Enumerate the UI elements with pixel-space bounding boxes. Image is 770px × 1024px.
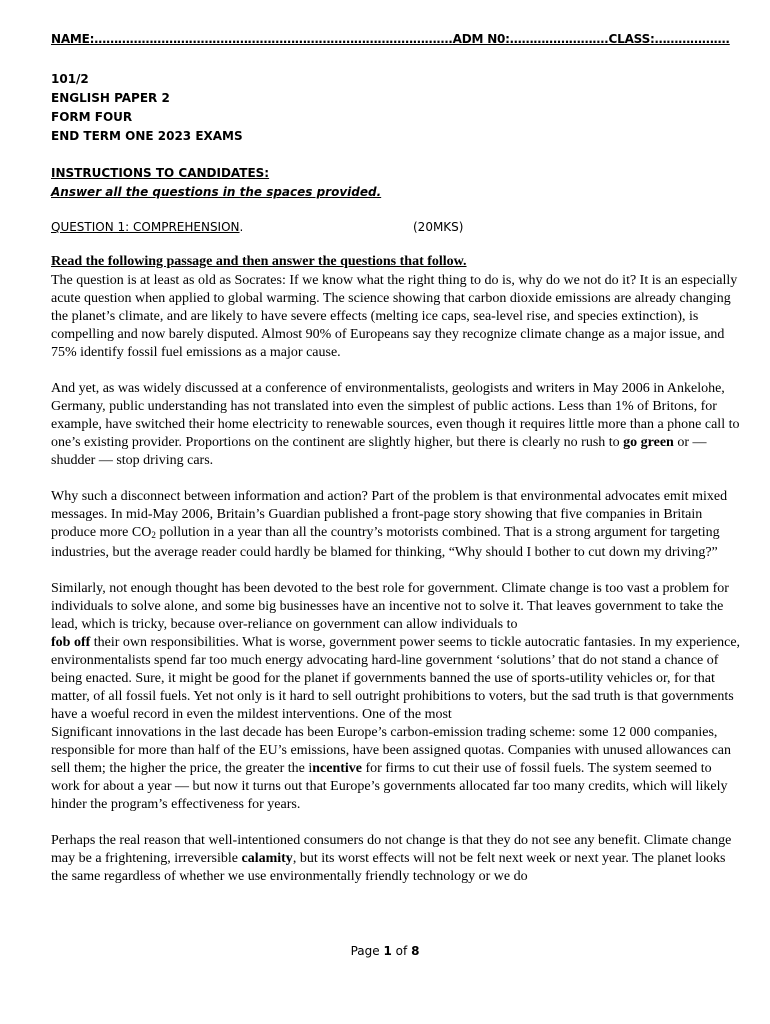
p4-bold-phrase: fob off (51, 635, 91, 650)
question-heading (51, 220, 243, 234)
p5-text-a: Significant innovations in the last decade has been Europe’s carbon-emission trading scheme: some 12 000 companies, responsible for more than half of the EU’s emissions, have been assigned quotas. Companies with unused allowances can sell them; the higher the price, the greater the i (51, 725, 732, 776)
instructions-heading: INSTRUCTIONS TO CANDIDATES: (51, 166, 270, 180)
p3-text-b: pollution in a year than all the country’s motorists combined. That is a strong argument for targeting industries, but the average reader could hardly be blamed for thinking, “Why should I bother to cut down my driving?” (51, 525, 720, 560)
p6-bold-phrase: calamity (241, 851, 293, 866)
passage-paragraph-6 (51, 832, 741, 886)
passage-paragraph-1: The question is at least as old as Socrates: If we know what the right thing to do is, why do we not do it? It is an especially acute question when applied to global warming. The science showing that carbon dioxide emissions are already changing the planet’s climate, and are likely to have severe effects (melting ice caps, sea-level rise, and species extinction), is compelling and now barely disputed. Almost 90% of Europeans say they recognize climate change as a major issue, and 75% identify fossil fuel emissions as a major cause. (51, 273, 738, 360)
p3-subscript: 2 (151, 530, 156, 540)
footer-of-word: of (395, 944, 408, 958)
passage-body (51, 272, 741, 904)
question-marks: (20MKS) (413, 220, 464, 234)
passage-paragraph-5 (51, 724, 741, 814)
p2-bold-phrase: go green (623, 435, 674, 450)
paper-subject: ENGLISH PAPER 2 (51, 91, 170, 105)
paper-info-block (51, 70, 243, 146)
p2-text-b: or — shudder — stop driving cars. (51, 435, 707, 468)
paper-form: FORM FOUR (51, 110, 133, 124)
p2-text-a: And yet, as was widely discussed at a conference of environmentalists, geologists and writers in May 2006 in Ankelohe, Germany, public understanding has not translated into even the simplest of public actions. Less than 1% of Britons, for example, have switched their home electricity to renewable sources, even though it requires little more than a phone call to one’s existing provider. Proportions on the continent are slightly higher, but there is clearly no rush to (51, 381, 740, 450)
footer-page-number: 1 (383, 944, 392, 958)
paper-exam: END TERM ONE 2023 EXAMS (51, 129, 243, 143)
passage-paragraph-4 (51, 580, 741, 724)
footer-page-word: Page (350, 944, 380, 958)
p6-text-a: Perhaps the real reason that well-intentioned consumers do not change is that they do not see any benefit. Climate change may be a frightening, irreversible (51, 833, 732, 866)
p5-text-b: for firms to cut their use of fossil fuels. The system seemed to work for about a year — but now it turns out that Europe’s governments allocated far too many credits, which will likely hinder the program’s effectiveness for years. (51, 761, 728, 812)
p4-text-b: their own responsibilities. What is worse, government power seems to tickle autocratic fantasies. In my experience, environmentalists spend far too much energy advocating hard-line government ‘solutions’ that do not stand a chance of being enacted. Sure, it might be good for the planet if governments banned the use of sports-utility vehicles or, for that matter, of all fossil fuels. Yet not only is it hard to sell outright prohibitions to voters, but the sad truth is that governments have a woeful record in even the mildest interventions. One of the most (51, 635, 741, 722)
p5-bold-phrase: ncentive (312, 761, 362, 776)
question-title: QUESTION 1: COMPREHENSION (51, 220, 240, 234)
paper-code: 101/2 (51, 72, 89, 86)
passage-paragraph-2 (51, 380, 741, 470)
instructions-block (51, 164, 381, 202)
question-title-dot: . (239, 220, 244, 234)
passage-paragraph-3 (51, 488, 741, 562)
page-footer (0, 944, 770, 958)
p3-text-a: Why such a disconnect between information and action? Part of the problem is that environmental advocates emit mixed messages. In mid-May 2006, Britain’s Guardian published a front-page story showing that five companies in Britain produce more CO (51, 489, 728, 540)
p6-text-b: , but its worst effects will not be felt next week or next year. The planet looks the same regardless of whether we use environmentally friendly technology or we do (51, 851, 726, 884)
footer-page-total: 8 (411, 944, 420, 958)
instructions-text: Answer all the questions in the spaces provided. (51, 185, 382, 199)
p4-text-a: Similarly, not enough thought has been devoted to the best role for government. Climate change is too vast a problem for individuals to solve alone, and some big businesses have an incentive not to solve it. That leaves government to take the lead, which is tricky, because over-reliance on government can allow individuals to (51, 581, 729, 632)
student-details-line: NAME:……………………………………………………………………………….ADM N0:…………………….CLASS:………………. (51, 32, 730, 46)
passage-heading: Read the following passage and then answer the questions that follow. (51, 254, 467, 269)
